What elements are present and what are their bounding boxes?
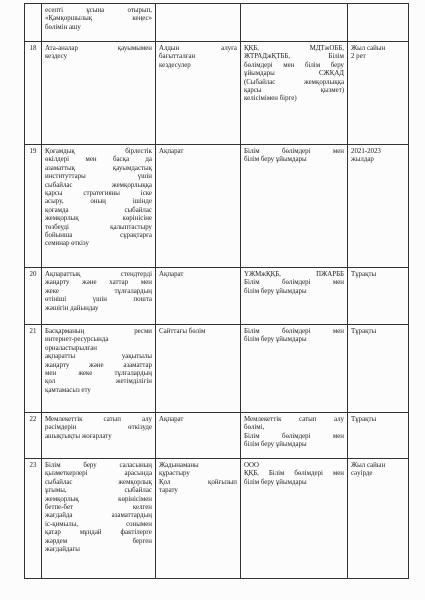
event-text-line: асыру, оның ішінде: [45, 198, 152, 206]
executor-text-line: Білім бөлімдері мен: [244, 328, 344, 335]
event-text-line: өтініші үшін пошта: [45, 296, 152, 304]
event-text-line: жәрдем берген: [45, 537, 152, 545]
event-text-line: бөлімін ашу: [45, 23, 81, 31]
form-text-line: құрастыру: [159, 470, 190, 478]
table-row: [25, 42, 409, 145]
term-text-line: сәуірде: [351, 470, 373, 478]
term-text-line: жылдар: [351, 156, 374, 164]
row-number: 18: [29, 45, 37, 52]
executor-text-line: білім беру ұйымдары: [244, 478, 307, 486]
row-number-cell: [25, 413, 42, 459]
event-text-line: институттары үшін: [45, 173, 152, 181]
term-text-line: 2021-2023: [351, 148, 381, 155]
executor-cell: [241, 4, 348, 42]
event-text-line: мен жеке тұлғалардың: [45, 370, 152, 378]
event-text-line: қамтамасыз ету: [45, 386, 91, 394]
event-text-line: Қоғамдық бірлестік: [45, 148, 152, 155]
executor-text-line: білім беру ұйымдары: [244, 156, 307, 164]
executor-text-line: бөлімі,: [244, 424, 265, 432]
executor-text-line: ЖТРАДжҚТББ, Білім: [244, 53, 344, 61]
row-number: 22: [29, 416, 37, 423]
event-text-line: жағдайдағы: [45, 546, 80, 554]
term-text-line: Тұрақты: [351, 416, 377, 423]
executor-text-line: білім беру ұйымдары: [244, 336, 307, 344]
event-text-line: азаматтық қауымдастық: [45, 164, 152, 172]
form-text-line: Ақпарат: [159, 148, 184, 155]
executor-text-line: Білім бөлімдері мен: [244, 148, 344, 155]
event-text-line: қарсы стратегияны іске: [45, 190, 152, 198]
term-cell: [348, 413, 409, 459]
form-text-line: Қол қойғызып: [159, 478, 237, 486]
event-text-line: жаңарту және хаттар мен: [45, 279, 152, 287]
form-cell: [156, 4, 241, 42]
form-text-line: бағытталған: [159, 53, 196, 61]
event-text-line: қоғамда сыбайлас: [45, 206, 152, 214]
event-text-line: сыбайлас жемқорлыққа: [45, 181, 152, 189]
executor-cell: [241, 145, 348, 268]
event-text-line: орналастырылған: [45, 344, 97, 352]
term-cell: [348, 268, 409, 325]
table-row: [25, 459, 409, 579]
event-text-line: «Қамқоршылық кеңес»: [45, 15, 152, 23]
executor-text-line: ұйымдары СЖҚАД: [244, 70, 344, 78]
executor-text-line: білім беру ұйымдары: [244, 287, 307, 295]
event-text-line: интернет-ресурсында: [45, 336, 109, 344]
form-text-line: Алдын алуға: [159, 45, 237, 52]
event-text-line: қызметкерлері арасында: [45, 470, 152, 478]
executor-text-line: келісімімен бірге): [244, 95, 297, 103]
executor-cell: [241, 459, 348, 579]
term-text-line: 2 рет: [351, 53, 366, 61]
form-cell: [156, 268, 241, 325]
form-cell: [156, 42, 241, 145]
executor-text-line: ҮЖМжҚҚБ, ПЖАРББ: [244, 271, 344, 278]
event-text-line: сыбайлас жемқорлық: [45, 478, 152, 486]
event-text-line: есепті ұсына отырып,: [45, 7, 152, 14]
event-text-line: Білім беру саласының: [45, 462, 152, 469]
event-text-line: жағдайда азаматтардың: [45, 512, 152, 520]
event-text-line: жәшігін дайындау: [45, 304, 99, 312]
executor-cell: [241, 325, 348, 413]
event-text-line: төзбеуді қалыптастыру: [45, 223, 152, 231]
executor-text-line: Білім бөлімдері мен: [244, 432, 344, 440]
executor-text-line: ҚҚБ, МДТжОББ,: [244, 45, 344, 52]
row-number-cell: [25, 325, 42, 413]
executor-text-line: ООО: [244, 462, 259, 469]
term-cell: [348, 459, 409, 579]
table-body: [25, 4, 409, 579]
executor-cell: [241, 42, 348, 145]
form-cell: [156, 145, 241, 268]
event-cell: [42, 459, 156, 579]
executor-text-line: Мемлекеттік сатып алу: [244, 416, 344, 423]
event-text-line: кездесу: [45, 53, 68, 61]
term-text-line: Жыл сайын: [351, 462, 386, 469]
event-text-line: іс-қимылы, сонымен: [45, 520, 152, 528]
event-cell: [42, 145, 156, 268]
term-cell: [348, 325, 409, 413]
table-row: [25, 413, 409, 459]
event-text-line: семинар өткізу: [45, 240, 89, 248]
form-cell: [156, 459, 241, 579]
form-text-line: Жадынаманы: [159, 462, 199, 469]
table-row: [25, 325, 409, 413]
executor-text-line: ҚҚБ, Білім бөлімдері мен: [244, 470, 344, 478]
event-text-line: жаңарту және азаматтар: [45, 361, 152, 369]
event-text-line: ұғымы, сыбайлас: [45, 487, 152, 495]
term-text-line: Тұрақты: [351, 271, 377, 278]
event-cell: [42, 4, 156, 42]
event-text-line: бойынша сұрақтарға: [45, 232, 152, 240]
form-cell: [156, 413, 241, 459]
action-plan-table: [24, 3, 409, 579]
form-text-line: тарату: [159, 487, 178, 495]
row-number-cell: [25, 145, 42, 268]
event-text-line: жемқорлық көрінісімен: [45, 495, 152, 503]
term-text-line: Жыл сайын: [351, 45, 386, 52]
executor-text-line: Білім бөлімдері мен: [244, 279, 344, 287]
event-text-line: жеке тұлғалардың: [45, 287, 152, 295]
event-text-line: Ата-аналар қауымымен: [45, 45, 152, 52]
executor-text-line: (Сыбайлас жемқорлыққа: [244, 78, 344, 86]
term-cell: [348, 4, 409, 42]
row-number-cell: [25, 459, 42, 579]
event-text-line: қол жетімділігін: [45, 378, 152, 386]
event-text-line: Мемлекеттік сатып алу: [45, 416, 152, 423]
event-text-line: ақпаратты уақытылы: [45, 353, 152, 361]
form-text-line: Сайттағы бөлім: [159, 328, 206, 335]
event-text-line: қатар мұндай фактілерге: [45, 529, 152, 537]
row-number-cell: [25, 42, 42, 145]
row-number: 23: [29, 462, 37, 469]
event-text-line: Басқарманың ресми: [45, 328, 152, 335]
executor-cell: [241, 268, 348, 325]
event-cell: [42, 268, 156, 325]
event-text-line: Ақпараттық стендтерді: [45, 271, 152, 278]
form-text-line: Ақпарат: [159, 416, 184, 423]
executor-cell: [241, 413, 348, 459]
term-text-line: Тұрақты: [351, 328, 377, 335]
form-cell: [156, 325, 241, 413]
event-text-line: ашықтықты жоғарлату: [45, 432, 112, 440]
term-cell: [348, 145, 409, 268]
event-text-line: бетпе-бет келген: [45, 504, 152, 512]
term-cell: [348, 42, 409, 145]
table-row: [25, 4, 409, 42]
event-text-line: рәсімдерін өткізуде: [45, 424, 152, 432]
event-cell: [42, 42, 156, 145]
executor-text-line: қарсы қызмет): [244, 87, 344, 95]
event-cell: [42, 413, 156, 459]
row-number-cell: [25, 4, 42, 42]
executor-text-line: бөлімдері мен білім беру: [244, 61, 344, 69]
table-row: [25, 145, 409, 268]
form-text-line: кездесулер: [159, 61, 191, 69]
row-number: 21: [29, 328, 37, 335]
executor-text-line: білім беру ұйымдары: [244, 441, 307, 449]
row-number: 20: [29, 271, 37, 278]
row-number: 19: [29, 148, 37, 155]
event-cell: [42, 325, 156, 413]
event-text-line: жемқорлық көрінісіне: [45, 215, 152, 223]
table-row: [25, 268, 409, 325]
form-text-line: Ақпарат: [159, 271, 184, 278]
event-text-line: өкілдері мен басқа да: [45, 156, 152, 164]
row-number-cell: [25, 268, 42, 325]
